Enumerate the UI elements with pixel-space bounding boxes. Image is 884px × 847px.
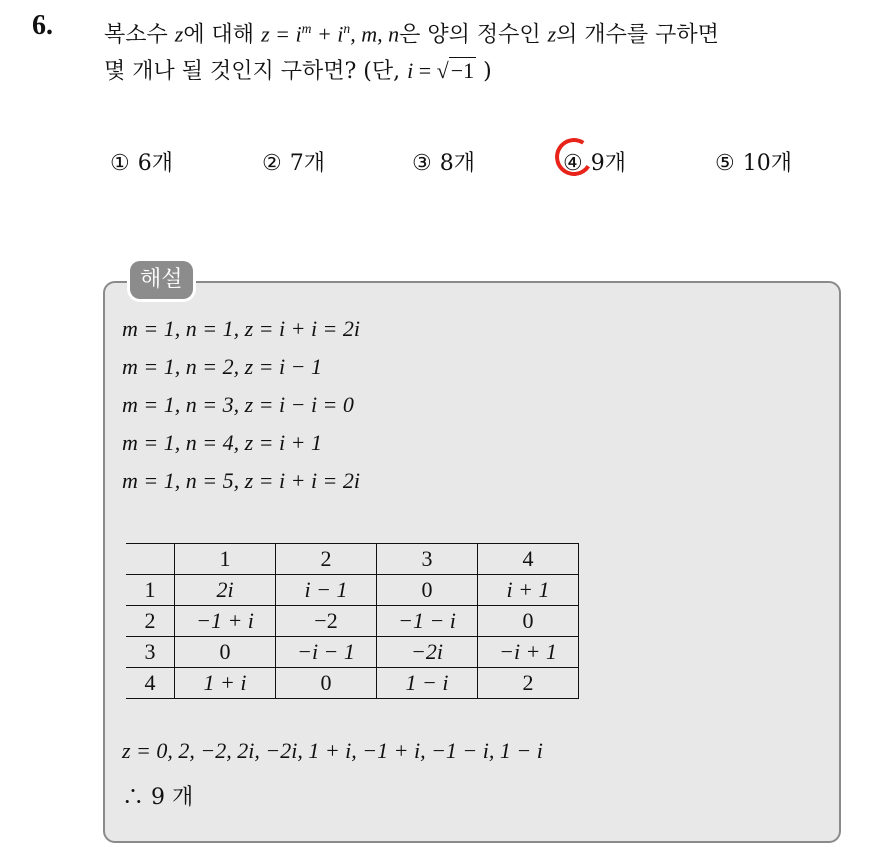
question-text: 에 대해	[183, 22, 262, 48]
table-cell: 2	[276, 544, 377, 575]
math-i: i	[407, 58, 414, 83]
exponent-n: n	[343, 21, 351, 36]
sqrt-symbol: = √	[413, 58, 449, 83]
exponent-m: m	[301, 21, 312, 36]
choice-text: 10개	[742, 151, 792, 176]
choice-1[interactable]	[110, 146, 173, 177]
math-expression: z = i	[261, 21, 302, 47]
table-cell: −1 − i	[377, 606, 478, 637]
table-cell: −2	[276, 606, 377, 637]
table-cell: 1	[126, 575, 175, 606]
question-text: )	[476, 59, 492, 84]
choice-text: 9개	[590, 151, 626, 176]
question-text: 몇 개나 될 것인지 구하면? (단,	[104, 59, 408, 84]
table-row	[126, 575, 579, 606]
solution-line-4: m = 1, n = 4, z = i + 1	[122, 430, 322, 455]
z-values-line: z = 0, 2, −2, 2i, −2i, 1 + i, −1 + i, −1 − i, 1 − i	[122, 738, 543, 763]
choice-2[interactable]	[262, 146, 325, 177]
table-header-row	[126, 544, 579, 575]
table-cell: 0	[377, 575, 478, 606]
table-cell: 2	[126, 606, 175, 637]
question-text: 의 개수를 구하면	[556, 22, 719, 48]
solution-line-2: m = 1, n = 2, z = i − 1	[122, 354, 322, 379]
sqrt-radicand: −1	[450, 58, 475, 83]
question-text-line-1	[104, 14, 719, 50]
question-text: 은 양의 정수인	[399, 22, 548, 48]
table-cell: 2i	[175, 575, 276, 606]
table-cell: −i − 1	[276, 637, 377, 668]
table-row	[126, 668, 579, 699]
choice-number: ③	[412, 151, 432, 176]
choice-text: 8개	[439, 151, 475, 176]
question-number: 6.	[32, 10, 53, 41]
choice-number: ④	[563, 151, 583, 176]
table-cell: 0	[478, 606, 579, 637]
table-cell: 2	[478, 668, 579, 699]
choice-number: ②	[262, 151, 282, 176]
solution-tag: 해설	[130, 261, 193, 299]
choice-number: ①	[110, 151, 130, 176]
table-cell: −1 + i	[175, 606, 276, 637]
math-z: z	[174, 21, 184, 47]
solution-line-3: m = 1, n = 3, z = i − i = 0	[122, 392, 354, 417]
table-cell: i + 1	[478, 575, 579, 606]
solution-line-1: m = 1, n = 1, z = i + i = 2i	[122, 316, 361, 341]
table-row	[126, 637, 579, 668]
table-cell	[126, 544, 175, 575]
math-variables: , m, n	[350, 21, 400, 47]
question-text-line-2	[104, 56, 492, 87]
math-z: z	[547, 21, 557, 47]
choice-text: 6개	[137, 151, 173, 176]
table-cell: i − 1	[276, 575, 377, 606]
sum-table	[126, 543, 579, 699]
choice-3[interactable]	[412, 146, 475, 177]
table-cell: 3	[377, 544, 478, 575]
question-text: 복소수	[104, 22, 175, 48]
choice-number: ⑤	[715, 151, 735, 176]
conclusion-line: ∴ 9 개	[122, 785, 194, 810]
math-expression: + i	[311, 21, 344, 47]
table-cell: 3	[126, 637, 175, 668]
table-cell: 0	[276, 668, 377, 699]
table-cell: 1 + i	[175, 668, 276, 699]
choice-text: 7개	[289, 151, 325, 176]
table-cell: 0	[175, 637, 276, 668]
solution-line-5: m = 1, n = 5, z = i + i = 2i	[122, 468, 361, 493]
table-cell: −i + 1	[478, 637, 579, 668]
table-row	[126, 606, 579, 637]
table-cell: 4	[126, 668, 175, 699]
table-cell: 1	[175, 544, 276, 575]
table-cell: 4	[478, 544, 579, 575]
table-cell: −2i	[377, 637, 478, 668]
table-cell: 1 − i	[377, 668, 478, 699]
choice-5[interactable]	[715, 146, 792, 177]
